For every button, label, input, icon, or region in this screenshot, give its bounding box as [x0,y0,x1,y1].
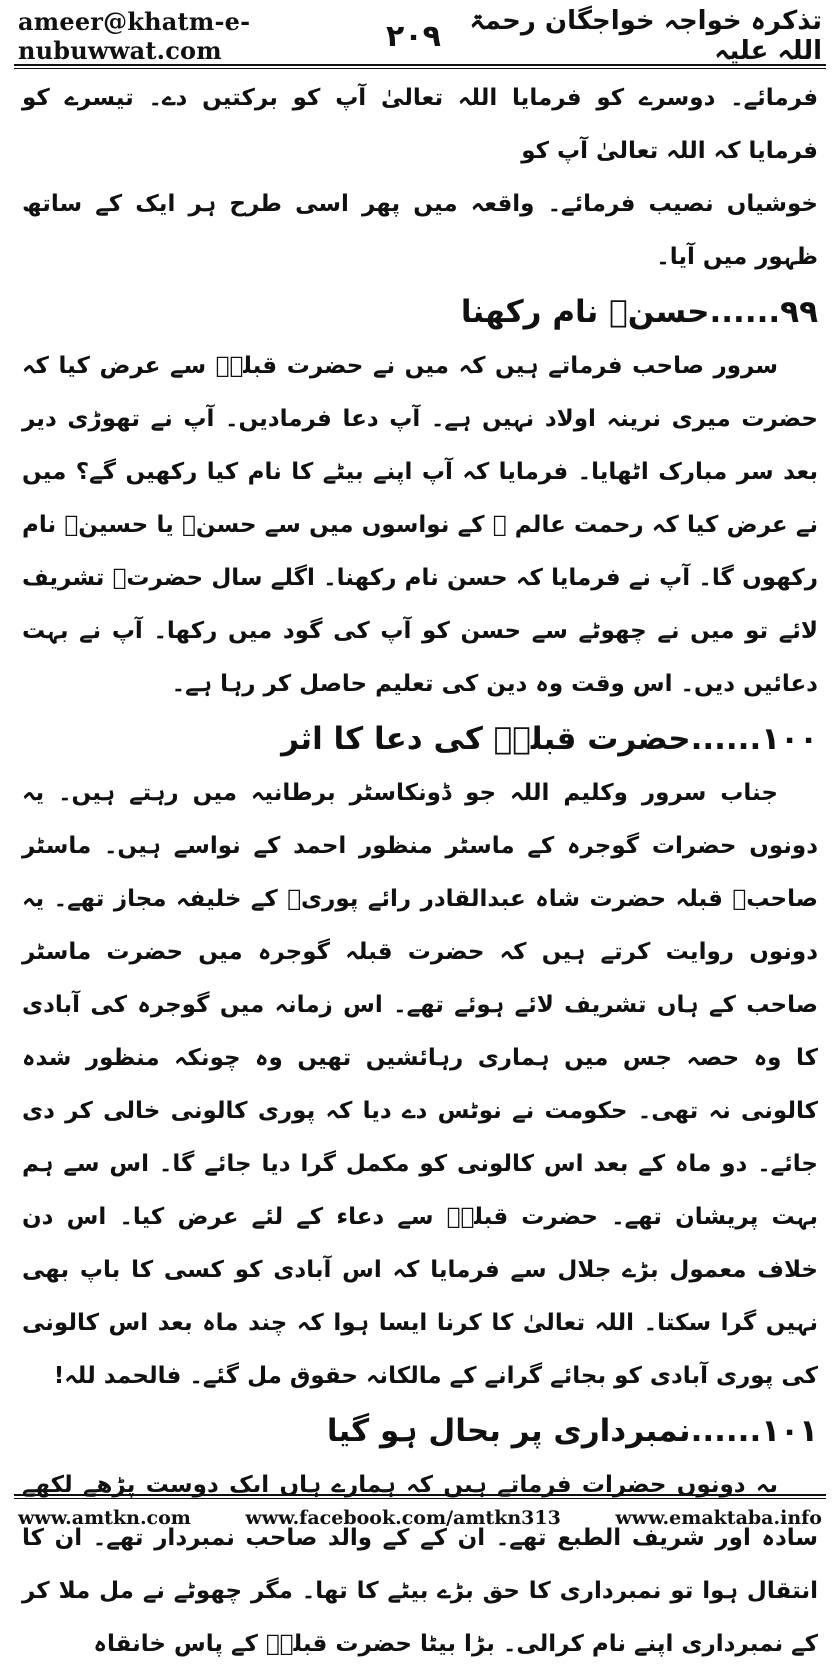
header-email: ameer@khatm-e-nubuwwat.com [18,7,251,65]
section-heading-101: ۱۰۱......نمبرداری پر بحال ہو گیا [326,1413,818,1449]
header-left-group [18,7,441,65]
footer-site-left: www.amtkn.com [18,1507,191,1529]
section-heading-100: ۱۰۰......حضرت قبلہؒ کی دعا کا اثر [281,721,818,757]
book-title: تذکرہ خواجہ خواجگان رحمۃ اللہ علیہ [469,6,822,66]
intro-line: فرمائے۔ دوسرے کو فرمایا اللہ تعالیٰ آپ کو برکتیں دے۔ تیسرے کو فرمایا کہ اللہ تعالیٰ آپ کو [22,85,818,164]
section-text-99: سرور صاحب فرماتے ہیں کہ میں نے حضرت قبلہؒ سے عرض کیا کہ حضرت میری نرینہ اولاد نہیں ہے۔ آپ دعا فرمادیں۔ آپ نے تھوڑی دیر بعد سر مبارک اٹھایا۔ فرمایا کہ آپ اپنے بیٹے کا نام کیا رکھیں گے؟ میں نے عرض کیا کہ رحمت عالم ﷺ کے نواسوں میں سے حسنؓ یا حسینؓ نام رکھوں گا۔ آپ نے فرمایا کہ حسن نام رکھنا۔ اگلے سال حضرتؒ تشریف لائے تو میں نے چھوٹے سے حسن کو آپ کی گود میں رکھا۔ آپ نے بہت دعائیں دیں۔ اس وقت وہ دین کی تعلیم حاصل کر رہا ہے۔ [22,353,818,697]
page-content [22,72,818,1671]
page-number: ۲۰۹ [386,18,441,54]
page-footer [18,1502,822,1534]
page-header [18,6,822,66]
header-rule-thin [14,68,826,69]
section-text-101: یہ دونوں حضرات فرماتے ہیں کہ ہمارے ہاں ایک دوست پڑھے لکھے سادہ اور شریف الطبع تھے۔ ان کے کے والد صاحب نمبردار تھے۔ ان کا انتقال ہوا تو نمبرداری کا حق بڑے بیٹے کا تھا۔ مگر چھوٹے نے مل ملا کر کے نمبرداری اپنے نام کرالی۔ بڑا بیٹا حضرت قبلہؒ کے پاس خانقاہ [22,1472,818,1657]
intro-line: خوشیاں نصیب فرمائے۔ واقعہ میں پھر اسی طرح ہر ایک کے ساتھ ظہور میں آیا۔ [22,191,818,270]
header-rule [14,64,826,66]
footer-site-right: www.emaktaba.info [615,1507,822,1529]
footer-rule-thin [14,1498,826,1499]
footer-rule [14,1494,826,1496]
section-heading-99: ۹۹......حسنؓ نام رکھنا [460,294,818,330]
section-text-100: جناب سرور وکلیم اللہ جو ڈونکاسٹر برطانیہ میں رہتے ہیں۔ یہ دونوں حضرات گوجرہ کے ماسٹر منظور احمد کے نواسے ہیں۔ ماسٹر صاحبؒ قبلہ حضرت شاہ عبدالقادر رائے پوریؒ کے خلیفہ مجاز تھے۔ یہ دونوں روایت کرتے ہیں کہ حضرت قبلہ گوجرہ میں حضرت ماسٹر صاحب کے ہاں تشریف لائے ہوئے تھے۔ اس زمانہ میں گوجرہ کی آبادی کا وہ حصہ جس میں ہماری رہائشیں تھیں وہ چونکہ منظور شدہ کالونی نہ تھی۔ حکومت نے نوٹس دے دیا کہ پوری کالونی خالی کر دی جائے۔ دو ماہ کے بعد اس کالونی کو مکمل گرا دیا جائے گا۔ اس سے ہم بہت پریشان تھے۔ حضرت قبلہؒ سے دعاء کے لئے عرض کیا۔ اس دن خلاف معمول بڑے جلال سے فرمایا کہ اس آبادی کو کسی کا باپ بھی نہیں گرا سکتا۔ اللہ تعالیٰ کا کرنا ایسا ہوا کہ چند ماہ بعد اس کالونی کی پوری آبادی کو بجائے گرانے کے مالکانہ حقوق مل گئے۔ فالحمد للہ! [22,780,818,1389]
footer-site-center: www.facebook.com/amtkn313 [245,1507,561,1529]
